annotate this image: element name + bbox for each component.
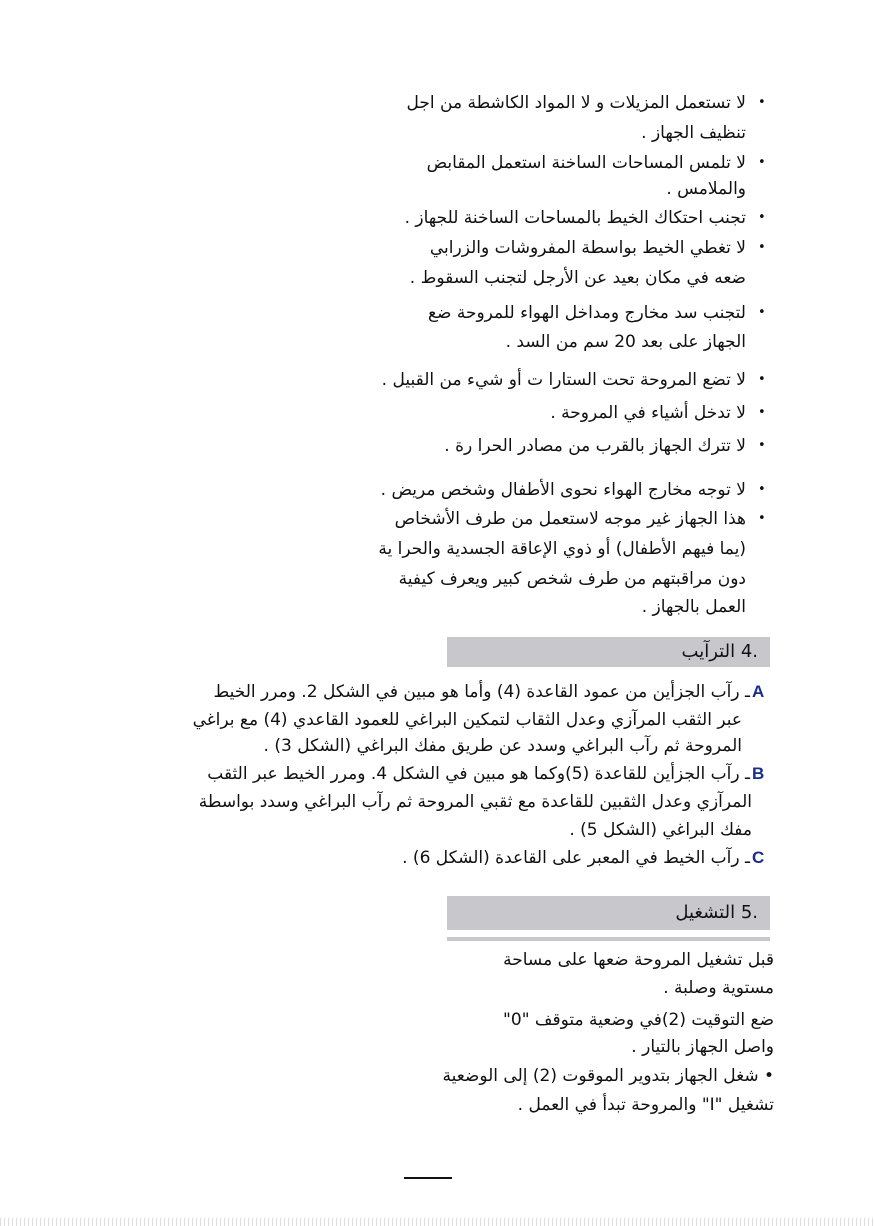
safety-text-line: لا تستعمل المزيلات و لا المواد الكاشطة من اجل	[406, 93, 746, 113]
bullet-dot: •	[758, 372, 766, 387]
safety-text-line: لتجنب سد مخارج ومداخل الهواء للمروحة ضع	[427, 303, 746, 323]
assembly-text-line: ـ رآب الجزأين من عمود القاعدة (4) وأما هو مبين في الشكل 2. ومرر الخيط	[213, 682, 750, 702]
section5-rule	[447, 937, 770, 941]
operation-text-line: ضع التوقيت (2)في وضعية متوقف "0"	[503, 1010, 774, 1030]
safety-text-line: لا تضع المروحة تحت الستارا ت أو شيء من القبيل .	[381, 370, 746, 390]
operation-text-line: • شغل الجهاز بتدوير الموقوت (2) إلى الوضعية	[442, 1066, 774, 1086]
bullet-dot: •	[758, 511, 766, 526]
bullet-dot: •	[758, 305, 766, 320]
safety-text-line: لا توجه مخارج الهواء نحوى الأطفال وشخص مريض .	[380, 480, 746, 500]
assembly-text-line: المروحة ثم رآب البراغي وسدد عن طريق مفك البراغي (الشكل 3) .	[263, 736, 742, 756]
item-letter-b: B	[752, 764, 765, 783]
bullet-dot: •	[758, 438, 766, 453]
safety-text-line: (يما فيهم الأطفال) أو ذوي الإعاقة الجسدية والحرا ية	[378, 539, 746, 559]
section5-heading: .5 التشغيل	[675, 902, 758, 923]
assembly-text-line: ـ رآب الخيط في المعبر على القاعدة (الشكل 6) .	[402, 848, 750, 868]
assembly-text-line: عبر الثقب المرآزي وعدل الثقاب لتمكين البراغي للعمود القاعدي (4) مع براغي	[192, 710, 742, 730]
safety-text-line: دون مراقبتهم من طرف شخص كبير ويعرف كيفية	[398, 569, 746, 589]
assembly-text-line: المرآزي وعدل الثقبين للقاعدة مع ثقبي المروحة ثم رآب البراغي وسدد بواسطة	[198, 792, 752, 812]
safety-text-line: ضعه في مكان بعيد عن الأرجل لتجنب السقوط .	[409, 268, 746, 288]
footer-rule	[404, 1177, 452, 1179]
safety-text-line: لا تغطي الخيط بواسطة المفروشات والزرابي	[429, 238, 746, 258]
safety-text-line: الجهاز على بعد 20 سم من السد .	[505, 332, 746, 352]
bullet-dot: •	[758, 482, 766, 497]
operation-text-line: واصل الجهاز بالتيار .	[631, 1037, 774, 1057]
bullet-dot: •	[758, 210, 766, 225]
item-letter-a: A	[752, 682, 765, 701]
bullet-dot: •	[758, 95, 766, 110]
bullet-dot: •	[758, 155, 766, 170]
bullet-dot: •	[758, 405, 766, 420]
scan-edge	[0, 1218, 874, 1226]
safety-text-line: العمل بالجهاز .	[641, 597, 746, 617]
safety-text-line: لا تترك الجهاز بالقرب من مصادر الحرا رة .	[444, 436, 746, 456]
safety-text-line: تجنب احتكاك الخيط بالمساحات الساخنة للجهاز .	[404, 208, 746, 228]
safety-text-line: هذا الجهاز غير موجه لاستعمل من طرف الأشخاص	[394, 509, 746, 529]
safety-text-line: والملامس .	[666, 179, 746, 199]
safety-text-line: لا تلمس المساحات الساخنة استعمل المقابض	[426, 153, 746, 173]
assembly-text-line: ـ رآب الجزأين للقاعدة (5)وكما هو مبين في الشكل 4. ومرر الخيط عبر الثقب	[207, 764, 750, 784]
section4-heading: .4 الترآيب	[681, 641, 758, 662]
operation-text-line: قبل تشغيل المروحة ضعها على مساحة	[503, 950, 774, 970]
operation-text-line: مستوية وصلبة .	[663, 978, 774, 998]
operation-text-line: تشغيل "I" والمروحة تبدأ في العمل .	[517, 1095, 774, 1115]
assembly-text-line: مفك البراغي (الشكل 5) .	[569, 820, 752, 840]
item-letter-c: C	[752, 848, 765, 867]
safety-text-line: تنظيف الجهاز .	[641, 123, 746, 143]
safety-text-line: لا تدخل أشياء في المروحة .	[550, 403, 746, 423]
bullet-dot: •	[758, 240, 766, 255]
